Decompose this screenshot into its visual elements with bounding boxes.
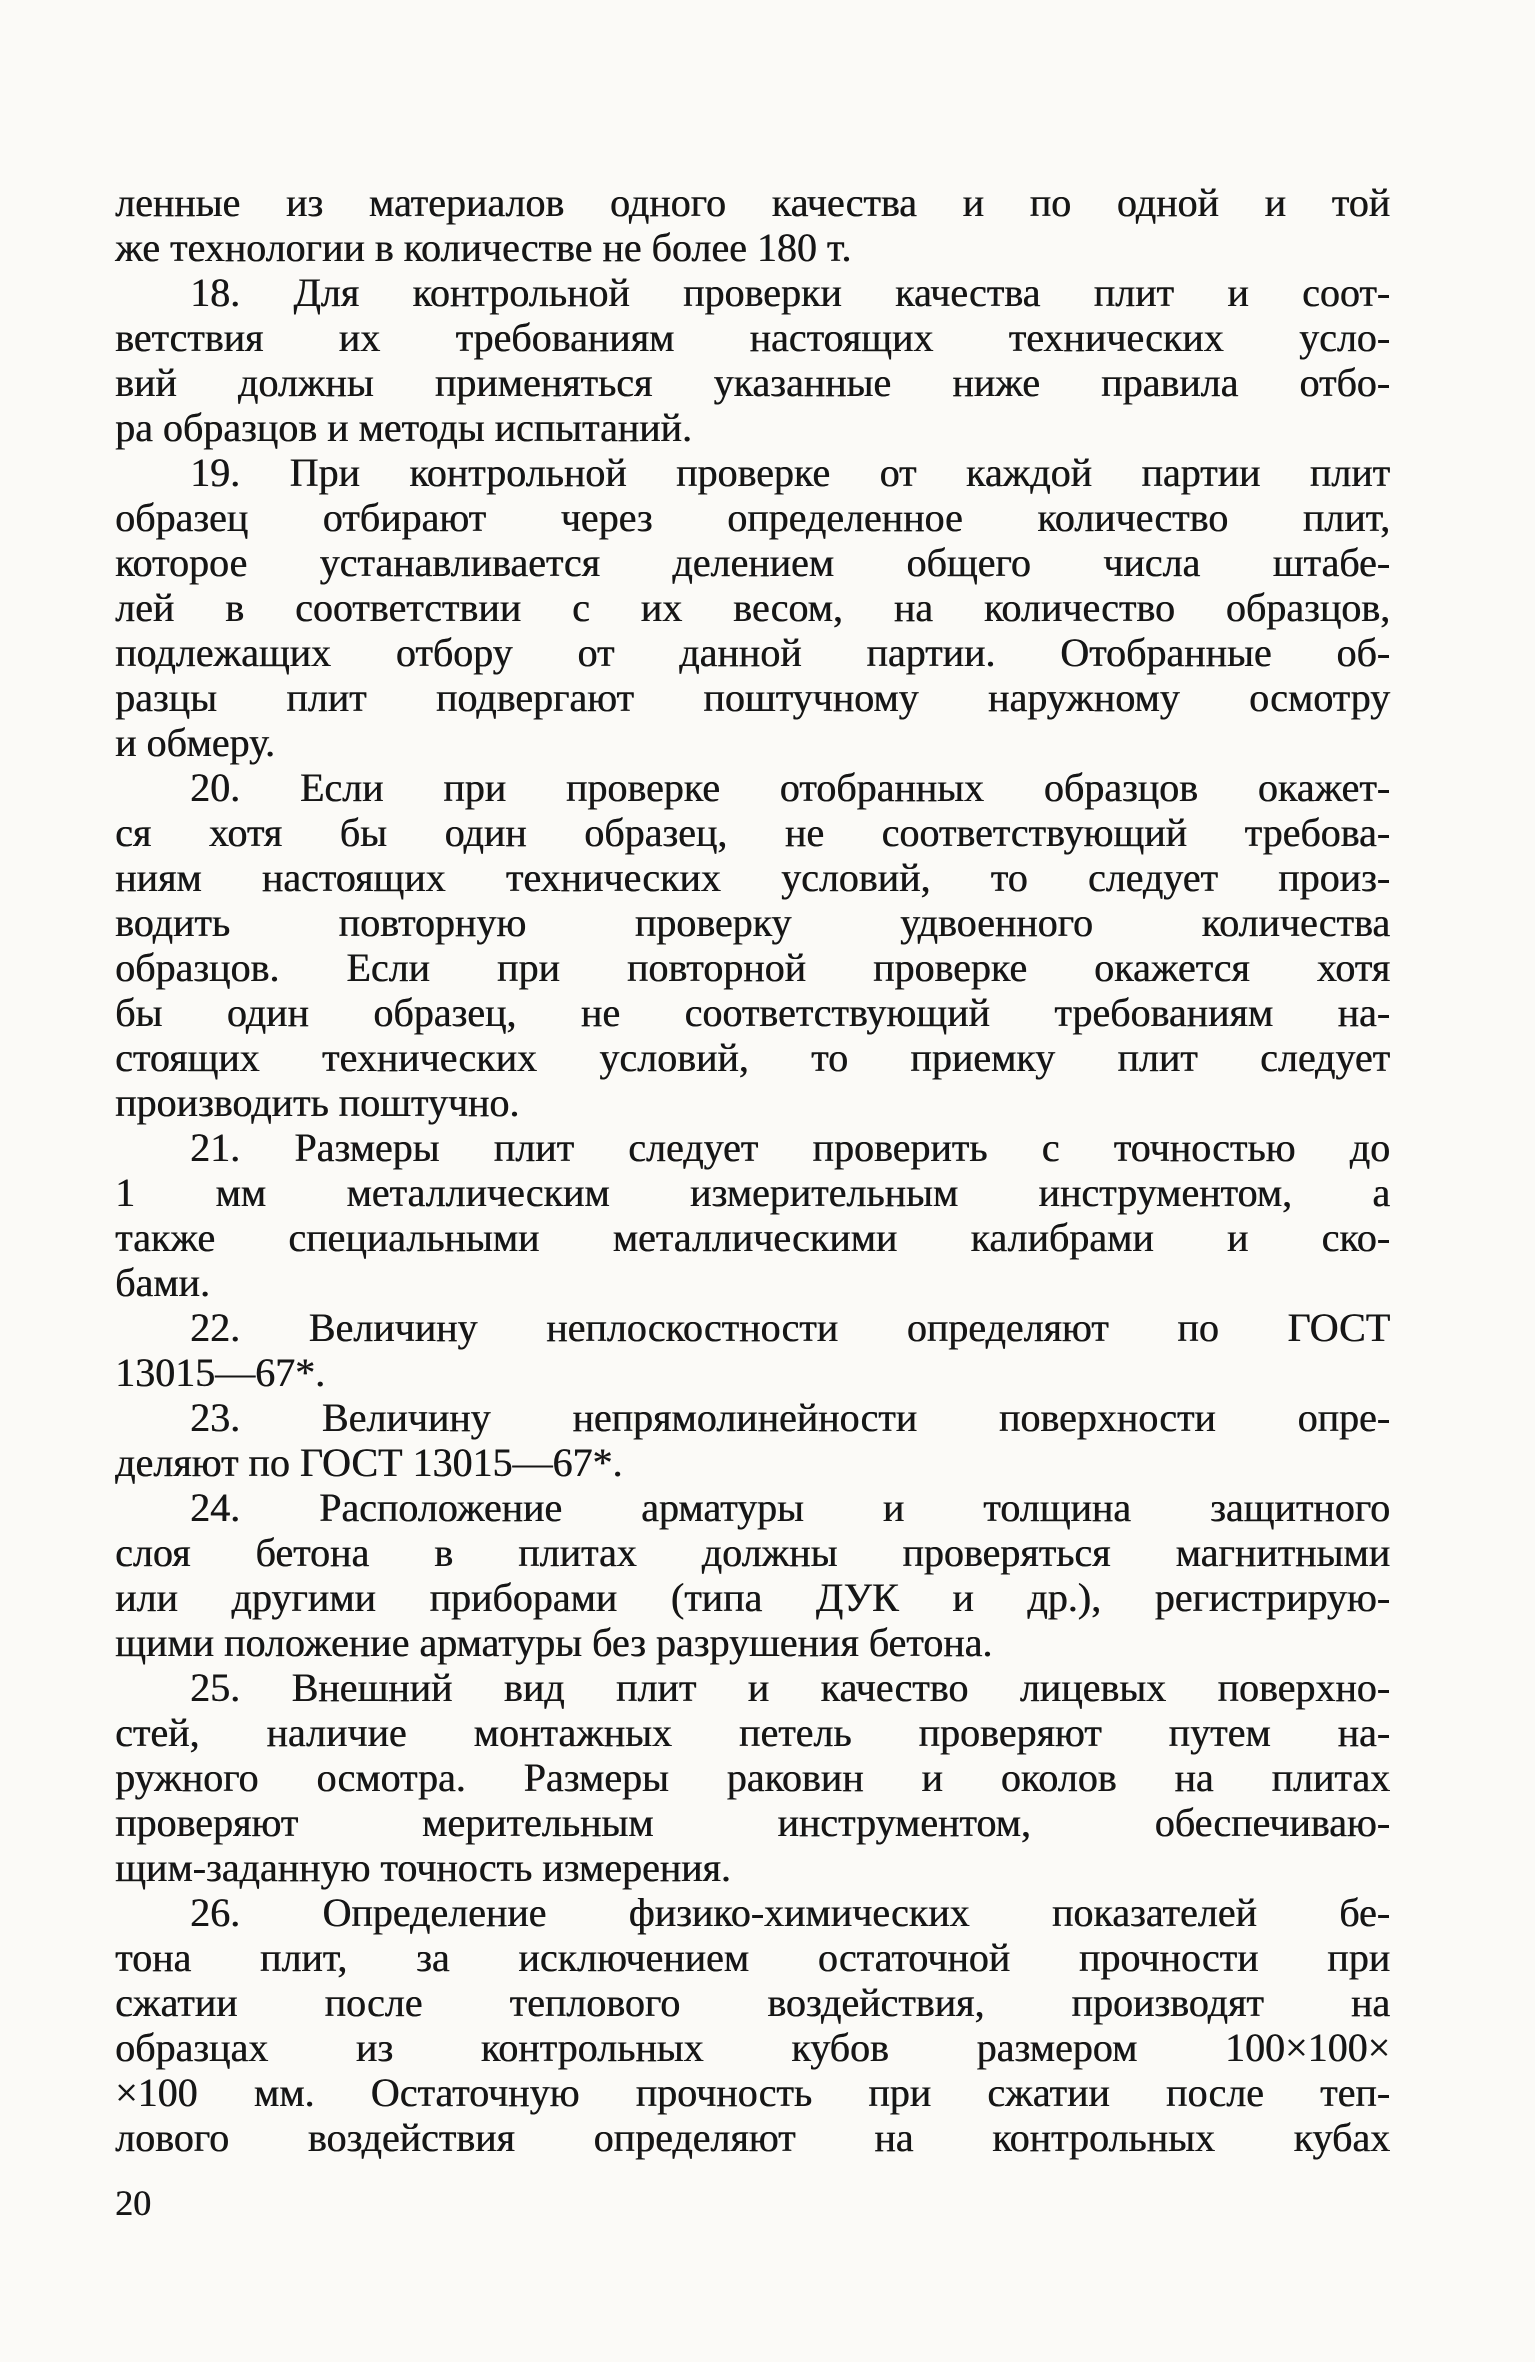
text-line: ниям настоящих технических условий, то следует произ- (115, 855, 1390, 900)
page-number: 20 (115, 2183, 151, 2223)
text-line: деляют по ГОСТ 13015—67*. (115, 1440, 623, 1485)
text-line: тона плит, за исключением остаточной прочности при (115, 1935, 1390, 1980)
text-line: проверяют мерительным инструментом, обеспечиваю- (115, 1800, 1390, 1845)
paragraph (115, 450, 1390, 765)
paragraph (115, 1125, 1390, 1305)
paragraph (115, 270, 1390, 450)
text-line: бами. (115, 1260, 210, 1305)
paragraph (115, 765, 1390, 1125)
text-line: образцах из контрольных кубов размером 100×100× (115, 2025, 1390, 2070)
text-line: производить поштучно. (115, 1080, 520, 1125)
paragraph (115, 1665, 1390, 1890)
text-line: разцы плит подвергают поштучному наружному осмотру (115, 675, 1390, 720)
text-line: 23. Величину непрямолинейности поверхности опре- (190, 1395, 1390, 1440)
text-line: слоя бетона в плитах должны проверяться магнитными (115, 1530, 1390, 1575)
text-line: щим-заданную точность измерения. (115, 1845, 731, 1890)
text-line: которое устанавливается делением общего числа штабе- (115, 540, 1390, 585)
text-line: водить повторную проверку удвоенного количества (115, 900, 1390, 945)
text-line: 24. Расположение арматуры и толщина защитного (190, 1485, 1390, 1530)
text-line: подлежащих отбору от данной партии. Отобранные об- (115, 630, 1390, 675)
text-line: образец отбирают через определенное количество плит, (115, 495, 1390, 540)
paragraph (115, 1305, 1390, 1395)
text-line: образцов. Если при повторной проверке окажется хотя (115, 945, 1390, 990)
text-block (115, 180, 1390, 2160)
text-line: лового воздействия определяют на контрольных кубах (115, 2115, 1390, 2160)
text-line: ра образцов и методы испытаний. (115, 405, 692, 450)
text-line: бы один образец, не соответствующий требованиям на- (115, 990, 1390, 1035)
text-line: щими положение арматуры без разрушения бетона. (115, 1620, 993, 1665)
text-line: ружного осмотра. Размеры раковин и околов на плитах (115, 1755, 1390, 1800)
text-line: лей в соответствии с их весом, на количество образцов, (115, 585, 1390, 630)
text-line: 18. Для контрольной проверки качества плит и соот- (190, 270, 1390, 315)
text-line: 20. Если при проверке отобранных образцов окажет- (190, 765, 1390, 810)
text-line: 26. Определение физико-химических показателей бе- (190, 1890, 1390, 1935)
text-line: 25. Внешний вид плит и качество лицевых поверхно- (190, 1665, 1390, 1710)
text-line: 13015—67*. (115, 1350, 325, 1395)
text-line: вий должны применяться указанные ниже правила отбо- (115, 360, 1390, 405)
text-line: ветствия их требованиям настоящих технических усло- (115, 315, 1390, 360)
paragraph (115, 1890, 1390, 2160)
text-line: или другими приборами (типа ДУК и др.), регистрирую- (115, 1575, 1390, 1620)
text-line: же технологии в количестве не более 180 т. (115, 225, 852, 270)
text-line: ×100 мм. Остаточную прочность при сжатии после теп- (115, 2070, 1390, 2115)
text-line: стоящих технических условий, то приемку плит следует (115, 1035, 1390, 1080)
paragraph (115, 1485, 1390, 1665)
text-line: также специальными металлическими калибрами и ско- (115, 1215, 1390, 1260)
text-line: ся хотя бы один образец, не соответствующий требова- (115, 810, 1390, 855)
text-line: и обмеру. (115, 720, 275, 765)
text-line: ленные из материалов одного качества и по одной и той (115, 180, 1390, 225)
text-line: 21. Размеры плит следует проверить с точностью до (190, 1125, 1390, 1170)
text-line: стей, наличие монтажных петель проверяют путем на- (115, 1710, 1390, 1755)
paragraph (115, 180, 1390, 270)
text-line: 19. При контрольной проверке от каждой партии плит (190, 450, 1390, 495)
text-line: 22. Величину неплоскостности определяют по ГОСТ (190, 1305, 1390, 1350)
paragraph (115, 1395, 1390, 1485)
text-line: сжатии после теплового воздействия, производят на (115, 1980, 1390, 2025)
text-line: 1 мм металлическим измерительным инструментом, а (115, 1170, 1390, 1215)
